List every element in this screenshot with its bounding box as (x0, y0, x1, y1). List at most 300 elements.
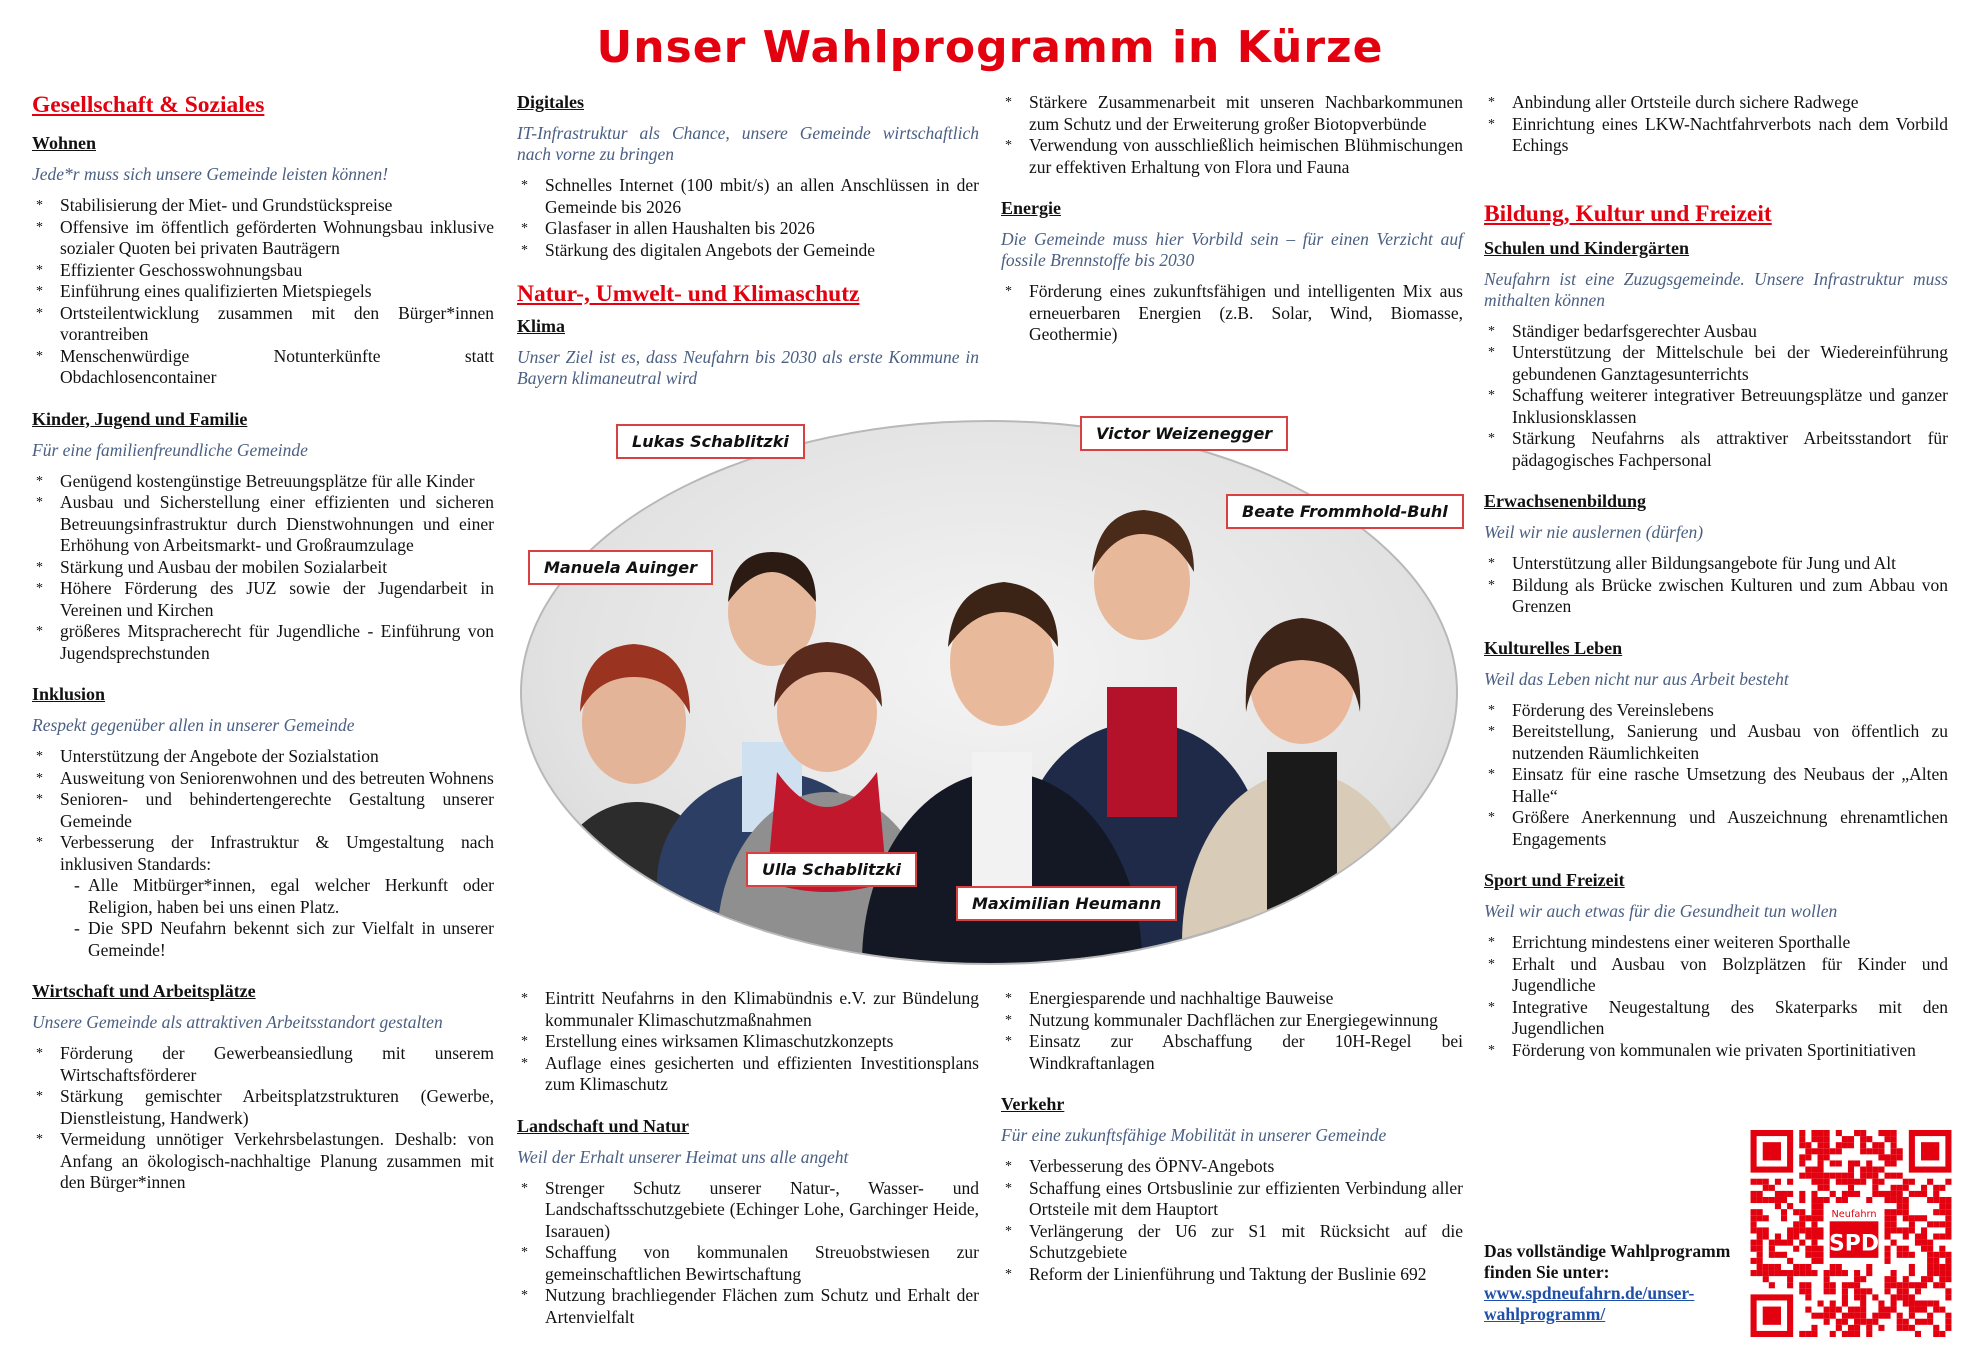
qr-module (1763, 1270, 1769, 1276)
list-item: * Unterstützung der Angebote der Sozialstation (32, 746, 494, 768)
qr-module (1830, 1282, 1836, 1288)
qr-module (1751, 1227, 1757, 1233)
qr-module (1830, 1148, 1836, 1154)
qr-module (1933, 1307, 1939, 1313)
list-kultur (1484, 700, 1948, 851)
qr-module (1884, 1307, 1890, 1313)
qr-module (1897, 1252, 1903, 1258)
qr-module (1921, 1276, 1927, 1282)
qr-module (1811, 1191, 1817, 1197)
qr-module (1848, 1167, 1854, 1173)
list-schulen (1484, 321, 1948, 472)
qr-module (1751, 1240, 1757, 1246)
qr-module (1836, 1160, 1842, 1166)
qr-module (1854, 1325, 1860, 1331)
column-energie (1001, 92, 1463, 366)
qr-module (1878, 1307, 1884, 1313)
spd-logo-text: SPD (1829, 1231, 1880, 1257)
qr-module (1848, 1307, 1854, 1313)
qr-module (1775, 1179, 1781, 1185)
qr-module (1824, 1185, 1830, 1191)
qr-module (1824, 1319, 1830, 1325)
qr-module (1799, 1136, 1805, 1142)
qr-module (1866, 1173, 1872, 1179)
qr-module (1818, 1142, 1824, 1148)
qr-module (1848, 1331, 1854, 1337)
qr-module (1757, 1191, 1763, 1197)
qr-module (1805, 1294, 1811, 1300)
qr-module (1860, 1173, 1866, 1179)
qr-module (1860, 1179, 1866, 1185)
qr-module (1939, 1203, 1945, 1209)
qr-module (1915, 1288, 1921, 1294)
column-energie-verkehr (1001, 988, 1463, 1305)
qr-module (1751, 1191, 1757, 1197)
qr-module (1909, 1215, 1915, 1221)
qr-module (1751, 1215, 1757, 1221)
qr-module (1884, 1258, 1890, 1264)
list-landschaft (517, 1178, 979, 1329)
qr-module (1836, 1319, 1842, 1325)
list-item: * Genügend kostengünstige Betreuungsplätze für alle Kinder (32, 471, 494, 493)
qr-module (1945, 1258, 1951, 1264)
qr-module (1891, 1173, 1897, 1179)
qr-module (1939, 1270, 1945, 1276)
qr-module (1824, 1270, 1830, 1276)
heading-energie: Energie (1001, 198, 1061, 218)
qr-module (1805, 1307, 1811, 1313)
qr-module (1811, 1221, 1817, 1227)
qr-module (1793, 1264, 1799, 1270)
qr-module (1805, 1264, 1811, 1270)
qr-module (1945, 1264, 1951, 1270)
list-item: * Verlängerung der U6 zur S1 mit Rücksicht auf die Schutzgebiete (1001, 1221, 1463, 1264)
qr-module (1884, 1234, 1890, 1240)
qr-module (1891, 1191, 1897, 1197)
list-digitales (517, 175, 979, 261)
qr-module (1909, 1294, 1915, 1300)
qr-module (1939, 1221, 1945, 1227)
qr-module (1933, 1252, 1939, 1258)
qr-module (1842, 1191, 1848, 1197)
qr-module (1860, 1313, 1866, 1319)
qr-module (1787, 1179, 1793, 1185)
list-item: * größeres Mitspracherecht für Jugendliche - Einführung von Jugendsprechstunden (32, 621, 494, 664)
qr-module (1897, 1191, 1903, 1197)
qr-module (1842, 1313, 1848, 1319)
qr-module (1842, 1173, 1848, 1179)
qr-module (1878, 1179, 1884, 1185)
qr-module (1878, 1325, 1884, 1331)
qr-module (1848, 1179, 1854, 1185)
qr-module (1824, 1130, 1830, 1136)
qr-module (1818, 1234, 1824, 1240)
qr-module (1891, 1240, 1897, 1246)
qr-module (1897, 1319, 1903, 1325)
qr-module (1872, 1167, 1878, 1173)
qr-module (1945, 1221, 1951, 1227)
qr-module (1909, 1221, 1915, 1227)
qr-module (1848, 1173, 1854, 1179)
qr-module (1751, 1179, 1757, 1185)
qr-module (1751, 1209, 1757, 1215)
qr-module (1763, 1215, 1769, 1221)
qr-module (1872, 1191, 1878, 1197)
lead-landschaft: Weil der Erhalt unserer Heimat uns alle angeht (517, 1146, 849, 1167)
qr-module (1939, 1209, 1945, 1215)
qr-module (1854, 1307, 1860, 1313)
lead-schulen: Neufahrn ist eine Zuzugsgemeinde. Unsere Infrastruktur muss mithalten können (1484, 268, 1948, 310)
qr-module (1945, 1313, 1951, 1319)
column-bildung (1484, 92, 1948, 1081)
qr-module (1811, 1227, 1817, 1233)
qr-module (1860, 1167, 1866, 1173)
qr-module (1848, 1191, 1854, 1197)
qr-module (1775, 1270, 1781, 1276)
qr-module (1763, 1185, 1769, 1191)
qr-module (1909, 1191, 1915, 1197)
qr-module (1921, 1185, 1927, 1191)
qr-module (1751, 1221, 1757, 1227)
qr-module (1903, 1325, 1909, 1331)
qr-module (1933, 1234, 1939, 1240)
qr-module (1805, 1167, 1811, 1173)
qr-module (1903, 1209, 1909, 1215)
qr-module (1878, 1300, 1884, 1306)
qr-module (1945, 1209, 1951, 1215)
qr-module (1830, 1160, 1836, 1166)
qr-module (1830, 1313, 1836, 1319)
qr-module (1769, 1270, 1775, 1276)
qr-module (1933, 1197, 1939, 1203)
qr-module (1781, 1197, 1787, 1203)
qr-module (1860, 1288, 1866, 1294)
list-item: * Ortsteilentwicklung zusammen mit den Bürger*innen vorantreiben (32, 303, 494, 346)
name-tag-maximilian: Maximilian Heumann (956, 886, 1177, 921)
qr-module (1842, 1142, 1848, 1148)
qr-module (1811, 1136, 1817, 1142)
qr-module (1793, 1246, 1799, 1252)
qr-module (1945, 1215, 1951, 1221)
qr-module (1927, 1276, 1933, 1282)
qr-module (1872, 1142, 1878, 1148)
list-item: * Stärkung gemischter Arbeitsplatzstrukturen (Gewerbe, Dienstleistung, Handwerk) (32, 1086, 494, 1129)
list-item: * Vermeidung unnötiger Verkehrsbelastungen. Deshalb: von Anfang an ökologisch-nachhaltige Planung zusammen mit den Bürger*innen (32, 1129, 494, 1194)
qr-module (1903, 1252, 1909, 1258)
qr-module (1799, 1142, 1805, 1148)
qr-module (1903, 1234, 1909, 1240)
qr-module (1799, 1215, 1805, 1221)
qr-module (1757, 1258, 1763, 1264)
qr-module (1878, 1191, 1884, 1197)
qr-module (1842, 1288, 1848, 1294)
qr-module (1903, 1197, 1909, 1203)
qr-module (1866, 1325, 1872, 1331)
qr-module (1927, 1179, 1933, 1185)
qr-module (1811, 1148, 1817, 1154)
qr-module (1933, 1270, 1939, 1276)
section-title-natur: Natur-, Umwelt- und Klimaschutz (517, 281, 860, 307)
qr-module (1897, 1227, 1903, 1233)
qr-code[interactable] (1750, 1130, 1952, 1337)
qr-module (1824, 1313, 1830, 1319)
qr-module (1842, 1282, 1848, 1288)
qr-module (1824, 1142, 1830, 1148)
qr-module (1824, 1288, 1830, 1294)
qr-module (1775, 1191, 1781, 1197)
qr-module (1927, 1240, 1933, 1246)
qr-module (1933, 1185, 1939, 1191)
list-energie-more (1001, 988, 1463, 1074)
list-item: * Stärkung des digitalen Angebots der Gemeinde (517, 240, 979, 262)
list-item: * Verbesserung des ÖPNV-Angebots (1001, 1156, 1463, 1178)
qr-module (1787, 1282, 1793, 1288)
list-item: * Nutzung kommunaler Dachflächen zur Energiegewinnung (1001, 1010, 1463, 1032)
qr-module (1818, 1300, 1824, 1306)
qr-module (1866, 1160, 1872, 1166)
list-item: * Erhalt und Ausbau von Bolzplätzen für Kinder und Jugendliche (1484, 954, 1948, 997)
qr-module (1818, 1154, 1824, 1160)
qr-module (1824, 1173, 1830, 1179)
qr-module (1933, 1264, 1939, 1270)
name-tag-ulla: Ulla Schablitzki (746, 852, 917, 887)
qr-module (1903, 1203, 1909, 1209)
qr-module (1927, 1319, 1933, 1325)
qr-module (1884, 1246, 1890, 1252)
qr-module (1884, 1173, 1890, 1179)
spd-logo-subtext: Neufahrn (1831, 1209, 1877, 1221)
list-item: * Ausweitung von Seniorenwohnen und des betreuten Wohnens (32, 768, 494, 790)
qr-module (1805, 1154, 1811, 1160)
qr-module (1818, 1160, 1824, 1166)
qr-module (1824, 1148, 1830, 1154)
qr-module (1757, 1240, 1763, 1246)
qr-module (1903, 1288, 1909, 1294)
qr-module (1933, 1258, 1939, 1264)
qr-module (1854, 1130, 1860, 1136)
qr-module (1799, 1173, 1805, 1179)
qr-module (1909, 1300, 1915, 1306)
qr-module (1884, 1130, 1890, 1136)
qr-module (1921, 1246, 1927, 1252)
qr-module (1891, 1185, 1897, 1191)
list-item: * Höhere Förderung des JUZ sowie der Jugendarbeit in Vereinen und Kirchen (32, 578, 494, 621)
qr-module (1805, 1234, 1811, 1240)
list-biotop (1001, 92, 1463, 178)
qr-module (1945, 1227, 1951, 1233)
qr-module (1939, 1197, 1945, 1203)
qr-module (1769, 1185, 1775, 1191)
qr-module (1872, 1185, 1878, 1191)
list-item (32, 832, 494, 961)
qr-module (1872, 1313, 1878, 1319)
qr-module (1818, 1252, 1824, 1258)
qr-module (1830, 1307, 1836, 1313)
qr-module (1824, 1136, 1830, 1142)
qr-module (1860, 1142, 1866, 1148)
qr-module (1805, 1270, 1811, 1276)
qr-module (1793, 1270, 1799, 1276)
qr-module (1799, 1197, 1805, 1203)
qr-module (1811, 1252, 1817, 1258)
qr-module (1939, 1246, 1945, 1252)
qr-module (1824, 1307, 1830, 1313)
qr-module (1793, 1221, 1799, 1227)
qr-module (1854, 1319, 1860, 1325)
heading-wohnen: Wohnen (32, 133, 97, 153)
qr-module (1945, 1270, 1951, 1276)
qr-module (1945, 1179, 1951, 1185)
qr-module (1805, 1173, 1811, 1179)
qr-module (1897, 1185, 1903, 1191)
qr-module (1805, 1246, 1811, 1252)
qr-module (1891, 1300, 1897, 1306)
qr-module (1872, 1173, 1878, 1179)
list-item: * Ständiger bedarfsgerechter Ausbau (1484, 321, 1948, 343)
qr-module (1878, 1142, 1884, 1148)
qr-module (1897, 1203, 1903, 1209)
qr-module (1884, 1154, 1890, 1160)
qr-module (1811, 1258, 1817, 1264)
qr-module (1848, 1313, 1854, 1319)
qr-module (1769, 1246, 1775, 1252)
qr-module (1872, 1319, 1878, 1325)
qr-module (1781, 1191, 1787, 1197)
qr-module (1848, 1160, 1854, 1166)
qr-module (1854, 1270, 1860, 1276)
qr-module (1799, 1221, 1805, 1227)
list-item: * Schaffung weiterer integrativer Betreuungsplätze und ganzer Inklusionsklassen (1484, 385, 1948, 428)
qr-module (1830, 1331, 1836, 1337)
name-tag-beate: Beate Frommhold-Buhl (1226, 494, 1464, 529)
qr-module (1836, 1148, 1842, 1154)
heading-wirtschaft: Wirtschaft und Arbeitsplätze (32, 981, 256, 1001)
list-item: * Einführung eines qualifizierten Mietspiegels (32, 281, 494, 303)
qr-module (1769, 1252, 1775, 1258)
qr-module (1897, 1325, 1903, 1331)
list-item: * Reform der Linienführung und Taktung der Buslinie 692 (1001, 1264, 1463, 1286)
qr-module (1921, 1227, 1927, 1233)
qr-module (1769, 1197, 1775, 1203)
qr-module (1884, 1215, 1890, 1221)
qr-module (1939, 1307, 1945, 1313)
qr-module (1848, 1325, 1854, 1331)
qr-module (1860, 1148, 1866, 1154)
lead-inklusion: Respekt gegenüber allen in unserer Gemeinde (32, 715, 355, 735)
qr-module (1939, 1185, 1945, 1191)
qr-module (1811, 1197, 1817, 1203)
footer-text: Das vollständige Wahlprogramm finden Sie unter: (1484, 1241, 1731, 1282)
qr-module (1909, 1313, 1915, 1319)
qr-module (1939, 1282, 1945, 1288)
list-item: * Integrative Neugestaltung des Skaterparks mit den Jugendlichen (1484, 997, 1948, 1040)
qr-module (1860, 1294, 1866, 1300)
qr-module (1787, 1203, 1793, 1209)
qr-module (1799, 1130, 1805, 1136)
qr-module (1818, 1227, 1824, 1233)
qr-module (1939, 1331, 1945, 1337)
qr-module (1921, 1300, 1927, 1306)
qr-module (1854, 1276, 1860, 1282)
qr-module (1836, 1307, 1842, 1313)
list-item: * Schaffung eines Ortsbuslinie zur effizienten Verbindung aller Ortsteile mit dem Hauptort (1001, 1178, 1463, 1221)
qr-module (1799, 1191, 1805, 1197)
qr-module (1805, 1148, 1811, 1154)
qr-module (1842, 1179, 1848, 1185)
list-item: * Förderung von kommunalen wie privaten Sportinitiativen (1484, 1040, 1948, 1062)
qr-module (1799, 1227, 1805, 1233)
qr-module (1921, 1215, 1927, 1221)
qr-module (1884, 1252, 1890, 1258)
qr-module (1878, 1154, 1884, 1160)
qr-module (1793, 1234, 1799, 1240)
qr-module (1757, 1179, 1763, 1185)
sub-list-item: - Alle Mitbürger*innen, egal welcher Herkunft oder Religion, haben bei uns einen Platz. (74, 875, 494, 918)
qr-module (1787, 1227, 1793, 1233)
qr-module (1927, 1270, 1933, 1276)
list-item: * Stärkung und Ausbau der mobilen Sozialarbeit (32, 557, 494, 579)
qr-module (1866, 1288, 1872, 1294)
qr-module (1933, 1282, 1939, 1288)
qr-module (1945, 1276, 1951, 1282)
qr-module (1811, 1313, 1817, 1319)
qr-module (1818, 1130, 1824, 1136)
list-item: * Glasfaser in allen Haushalten bis 2026 (517, 218, 979, 240)
heading-digitales: Digitales (517, 92, 584, 112)
qr-module (1799, 1160, 1805, 1166)
qr-module (1811, 1325, 1817, 1331)
list-item: * Bildung als Brücke zwischen Kulturen und zum Abbau von Grenzen (1484, 575, 1948, 618)
name-tag-manuela: Manuela Auinger (528, 550, 713, 585)
qr-module (1818, 1197, 1824, 1203)
name-tag-victor: Victor Weizenegger (1080, 416, 1288, 451)
qr-module (1897, 1154, 1903, 1160)
qr-module (1763, 1197, 1769, 1203)
qr-module (1805, 1331, 1811, 1337)
heading-schulen: Schulen und Kindergärten (1484, 237, 1690, 258)
qr-module (1818, 1185, 1824, 1191)
lead-kinder: Für eine familienfreundliche Gemeinde (32, 439, 308, 460)
column-digitales-klima (517, 92, 979, 399)
qr-module (1787, 1276, 1793, 1282)
wahlprogramm-link[interactable]: www.spdneufahrn.de/unser-wahlprogramm/ (1484, 1283, 1695, 1324)
list-item: * Erstellung eines wirksamen Klimaschutzkonzepts (517, 1031, 979, 1053)
qr-module (1799, 1331, 1805, 1337)
qr-module (1824, 1154, 1830, 1160)
qr-module (1836, 1325, 1842, 1331)
qr-module (1866, 1270, 1872, 1276)
qr-module (1811, 1167, 1817, 1173)
qr-module (1848, 1185, 1854, 1191)
qr-module (1757, 1197, 1763, 1203)
qr-module (1842, 1197, 1848, 1203)
qr-module (1854, 1294, 1860, 1300)
list-item: * Energiesparende und nachhaltige Bauweise (1001, 988, 1463, 1010)
list-item: * Bereitstellung, Sanierung und Ausbau von öffentlich zu nutzenden Räumlichkeiten (1484, 721, 1948, 764)
sublist-inklusion (60, 875, 494, 961)
list-item: * Einsatz zur Abschaffung der 10H-Regel bei Windkraftanlagen (1001, 1031, 1463, 1074)
qr-module (1884, 1227, 1890, 1233)
qr-module (1842, 1270, 1848, 1276)
qr-module (1884, 1288, 1890, 1294)
qr-module (1897, 1313, 1903, 1319)
qr-module (1909, 1270, 1915, 1276)
qr-module (1830, 1288, 1836, 1294)
qr-module (1915, 1282, 1921, 1288)
qr-module (1884, 1209, 1890, 1215)
qr-module (1781, 1209, 1787, 1215)
qr-module (1891, 1136, 1897, 1142)
